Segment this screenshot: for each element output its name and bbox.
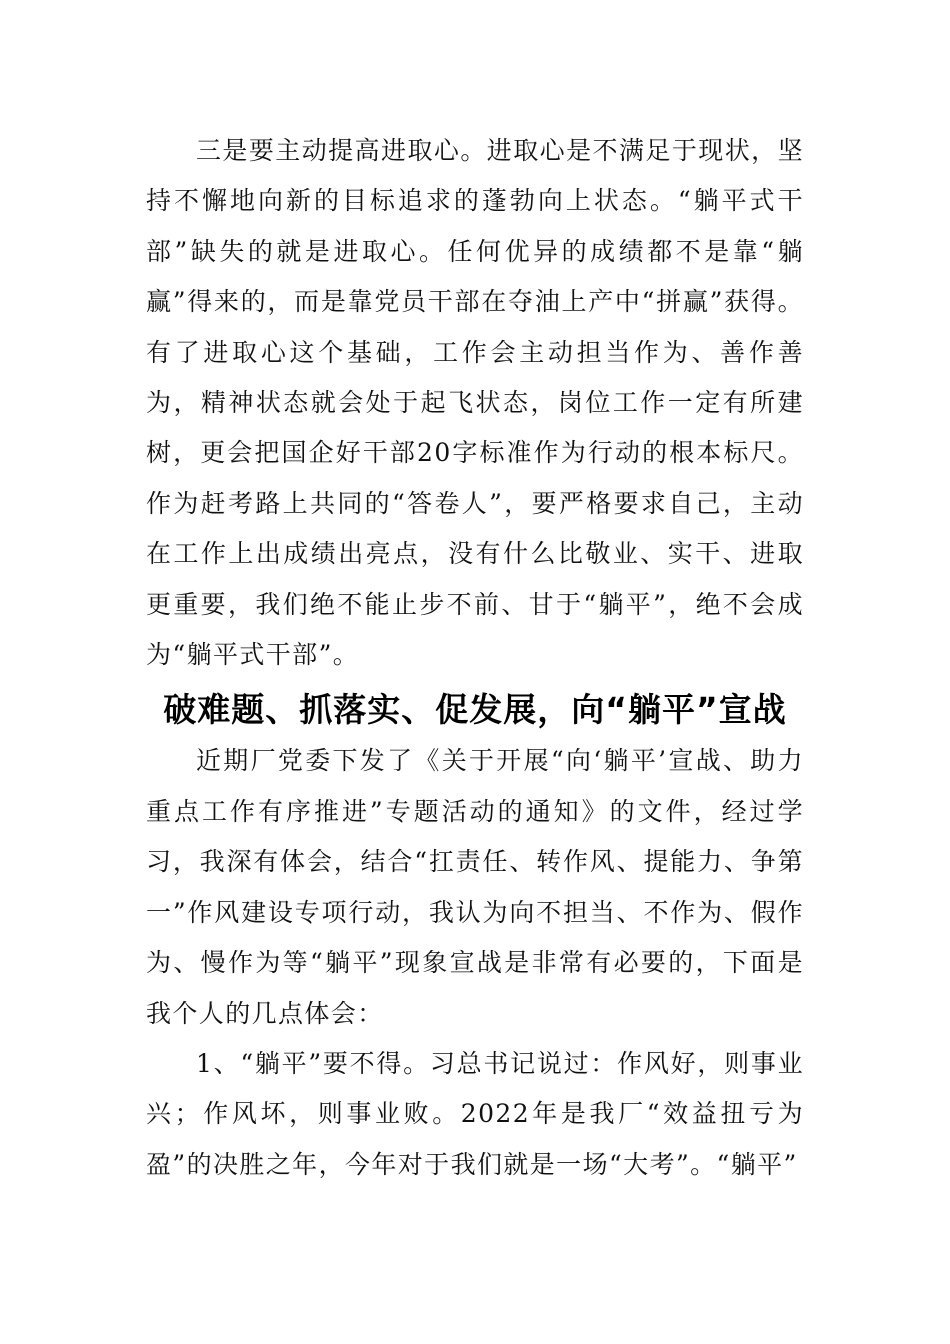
section-heading: 破难题、抓落实、促发展，向“躺平”宣战 xyxy=(163,690,787,730)
paragraph-point-1: 1、“躺平”要不得。习总书记说过：作风好，则事业兴；作风坏，则事业败。2022年是我厂“效益扭亏为盈”的决胜之年，今年对于我们就是一场“大考”。“躺平” xyxy=(146,1048,804,1179)
paragraph-progress: 三是要主动提高进取心。进取心是不满足于现状，坚持不懈地向新的目标追求的蓬勃向上状态。“躺平式干部”缺失的就是进取心。任何优异的成绩都不是靠“躺赢”得来的，而是靠党员干部在夺油上产中“拼赢”获得。有了进取心这个基础，工作会主动担当作为、善作善为，精神状态就会处于起飞状态，岗位工作一定有所建树，更会把国企好干部20字标准作为行动的根本标尺。作为赶考路上共同的“答卷人”，要严格要求自己，主动在工作上出成绩出亮点，没有什么比敬业、实干、进取更重要，我们绝不能止步不前、甘于“躺平”，绝不会成为“躺平式干部”。 xyxy=(146,136,804,670)
document-body xyxy=(146,126,804,1190)
paragraph-intro: 近期厂党委下发了《关于开展“向‘躺平’宣战、助力重点工作有序推进”专题活动的通知》的文件，经过学习，我深有体会，结合“扛责任、转作风、提能力、争第一”作风建设专项行动，我认为向不担当、不作为、假作为、慢作为等“躺平”现象宣战是非常有必要的，下面是我个人的几点体会： xyxy=(146,746,804,1028)
